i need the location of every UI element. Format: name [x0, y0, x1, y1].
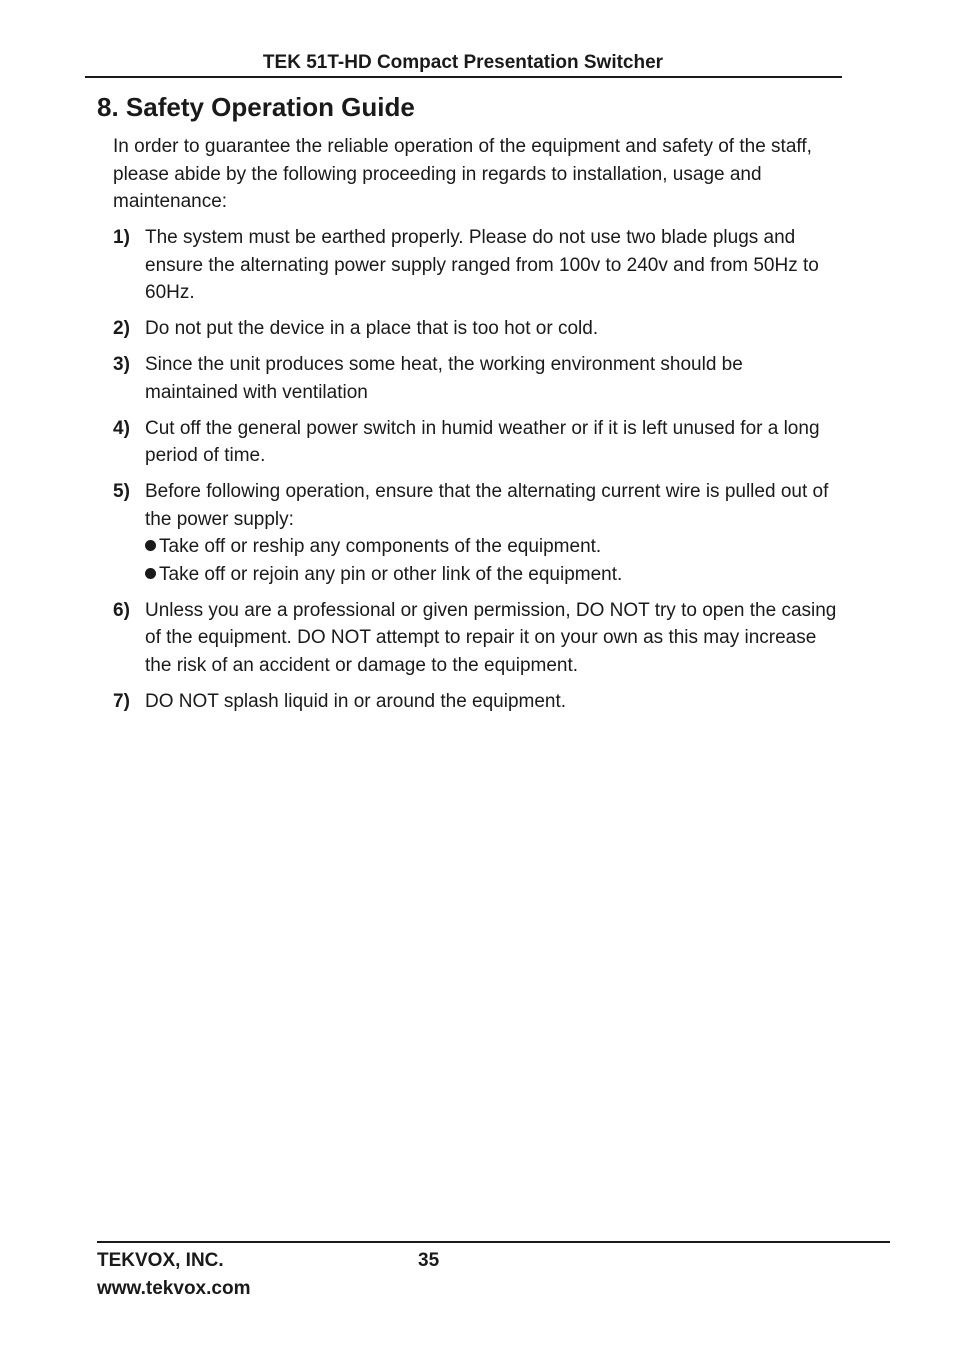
bullet-dot-icon	[145, 568, 156, 579]
list-item-body	[145, 478, 838, 588]
list-item	[113, 351, 838, 406]
footer-divider	[97, 1241, 890, 1243]
list-item-number: 5)	[113, 481, 130, 502]
sub-bullet-text: Take off or rejoin any pin or other link of the equipment.	[159, 563, 623, 585]
list-item	[113, 415, 838, 470]
safety-list	[113, 224, 838, 724]
list-item-text: The system must be earthed properly. Please do not use two blade plugs and ensure the alternating power supply ranged from 100v to 240v and from 50Hz to 60Hz.	[145, 227, 819, 303]
list-item-number: 3)	[113, 354, 130, 375]
list-item	[113, 688, 838, 716]
list-item	[113, 478, 838, 588]
list-item-number: 4)	[113, 417, 130, 439]
sub-bullet	[145, 533, 838, 561]
list-item	[113, 315, 838, 343]
list-item-text: Since the unit produces some heat, the working environment should be maintained with ventilation	[145, 354, 743, 403]
list-item-number: 6)	[113, 599, 130, 621]
list-item-number: 1)	[113, 227, 130, 248]
footer-company: TEKVOX, INC.	[97, 1250, 224, 1271]
section-intro: In order to guarantee the reliable operation of the equipment and safety of the staff, please abide by the following proceeding in regards to installation, usage and maintenance:	[113, 136, 812, 212]
list-item-text: Do not put the device in a place that is too hot or cold.	[145, 318, 599, 339]
sub-bullet	[145, 561, 838, 589]
list-item-number: 7)	[113, 690, 130, 712]
document-header-title: TEK 51T-HD Compact Presentation Switcher	[262, 52, 664, 73]
bullet-dot-icon	[145, 540, 156, 551]
page-number: 35	[418, 1250, 440, 1271]
header-divider	[85, 76, 842, 78]
sub-bullet-text: Take off or reship any components of the equipment.	[159, 536, 602, 557]
list-item-text: Unless you are a professional or given permission, DO NOT try to open the casing of the equipment. DO NOT attempt to repair it on your own as this may increase the risk of an accident or damage to the equipment.	[145, 599, 837, 676]
list-item-text: Before following operation, ensure that the alternating current wire is pulled out of the power supply:	[145, 481, 829, 530]
list-item-number: 2)	[113, 318, 130, 339]
footer-website: www.tekvox.com	[97, 1278, 251, 1299]
section-title: 8. Safety Operation Guide	[97, 92, 415, 122]
list-item	[113, 597, 838, 680]
list-item	[113, 224, 838, 307]
list-item-text: DO NOT splash liquid in or around the equipment.	[145, 690, 567, 712]
list-item-text: Cut off the general power switch in humid weather or if it is left unused for a long period of time.	[145, 417, 820, 466]
